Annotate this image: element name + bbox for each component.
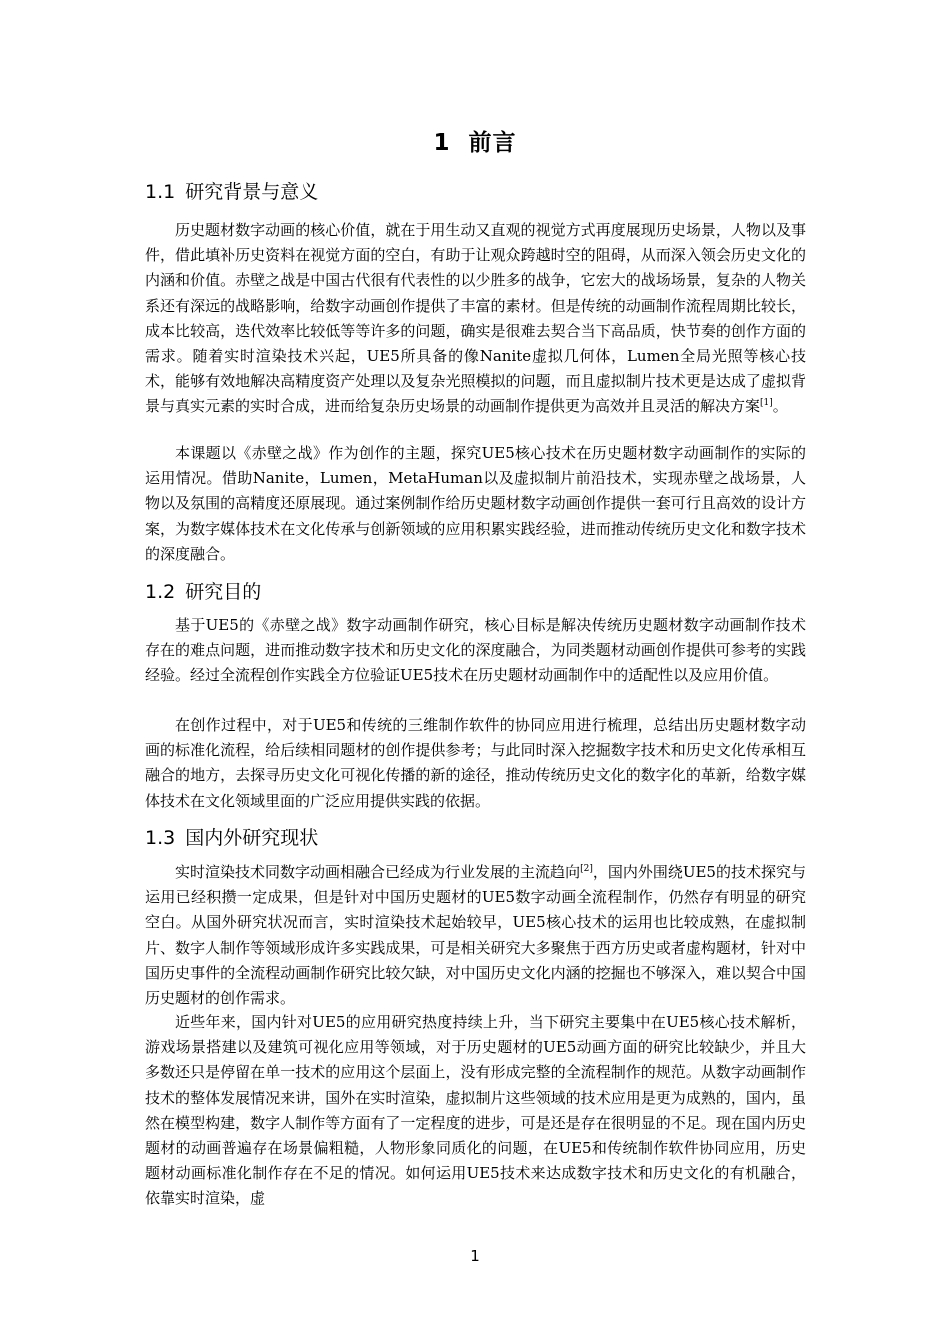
paragraph xyxy=(145,441,806,567)
section-heading: 国内外研究现状 xyxy=(185,827,319,849)
paragraph-text: 在创作过程中，对于UE5和传统的三维制作软件的协同应用进行梳理，总结出历史题材数字动画的标准化流程，给后续相同题材的创作提供参考；与此同时深入挖掘数字技术和历史文化传承相互融合的地方，去探寻历史文化可视化传播的新的途径，推动传统历史文化的数字化的革新，给数字媒体技术在文化领域里面的广泛应用提供实践的依据。 xyxy=(145,716,806,810)
paragraph xyxy=(145,613,806,689)
section-number: 1.1 xyxy=(145,181,176,203)
paragraph-text: 近些年来，国内针对UE5的应用研究热度持续上升，当下研究主要集中在UE5核心技术解析，游戏场景搭建以及建筑可视化应用等领域，对于历史题材的UE5动画方面的研究比较缺少，并且大多数还只是停留在单一技术的应用这个层面上，没有形成完整的全流程制作的规范。从数字动画制作技术的整体发展情况来讲，国外在实时渲染，虚拟制片这些领域的技术应用是更为成熟的，国内，虽然在模型构建，数字人制作等方面有了一定程度的进步，可是还是存在很明显的不足。现在国内历史题材的动画普遍存在场景偏粗糙，人物形象同质化的问题，在UE5和传统制作软件协同应用，历史题材动画标准化制作存在不足的情况。如何运用UE5技术来达成数字技术和历史文化的有机融合，依靠实时渲染，虚 xyxy=(145,1013,806,1208)
paragraph xyxy=(145,860,806,1011)
paragraph xyxy=(145,1010,806,1212)
paragraph-text-end: 。 xyxy=(772,397,788,416)
paragraph-text: 实时渲染技术同数字动画相融合已经成为行业发展的主流趋向 xyxy=(175,863,581,881)
paragraph-text: 本课题以《赤壁之战》作为创作的主题，探究UE5核心技术在历史题材数字动画制作的实际的运用情况。借助Nanite，Lumen，MetaHuman以及虚拟制片前沿技术，实现赤壁之战场景，人物以及氛围的高精度还原展现。通过案例制作给历史题材数字动画创作提供一套可行且高效的设计方案，为数字媒体技术在文化传承与创新领域的应用积累实践经验，进而推动传统历史文化和数字技术的深度融合。 xyxy=(145,444,806,563)
section-title-1-1 xyxy=(145,177,805,204)
section-number: 1.3 xyxy=(145,827,176,849)
section-title-1-2 xyxy=(145,577,805,604)
chapter-title xyxy=(0,124,950,157)
section-number: 1.2 xyxy=(145,581,176,603)
section-title-1-3 xyxy=(145,823,805,850)
paragraph-text-end: ，国内外围绕UE5的技术探究与运用已经积攒一定成果，但是针对中国历史题材的UE5数字动画全流程制作，仍然存有明显的研究空白。从国外研究状况而言，实时渲染技术起始较早，UE5核心技术的运用也比较成熟，在虚拟制片、数字人制作等领域形成许多实践成果，可是相关研究大多聚焦于西方历史或者虚构题材，针对中国历史事件的全流程动画制作研究比较欠缺，对中国历史文化内涵的挖掘也不够深入，难以契合中国历史题材的创作需求。 xyxy=(145,863,806,1008)
section-heading: 研究背景与意义 xyxy=(185,181,319,203)
citation-ref[interactable]: [1] xyxy=(760,398,773,409)
paragraph xyxy=(145,713,806,814)
paragraph-text: 基于UE5的《赤壁之战》数字动画制作研究，核心目标是解决传统历史题材数字动画制作技术存在的难点问题，进而推动数字技术和历史文化的深度融合，为同类题材动画创作提供可参考的实践经验。经过全流程创作实践全方位验证UE5技术在历史题材动画制作中的适配性以及应用价值。 xyxy=(145,616,806,685)
chapter-heading: 前言 xyxy=(468,130,517,156)
chapter-number: 1 xyxy=(433,130,451,156)
citation-ref[interactable]: [2] xyxy=(580,864,593,874)
page-number: 1 xyxy=(470,1247,480,1265)
paragraph-text: 历史题材数字动画的核心价值，就在于用生动又直观的视觉方式再度展现历史场景，人物以及事件，借此填补历史资料在视觉方面的空白，有助于让观众跨越时空的阻碍，从而深入领会历史文化的内涵和价值。赤壁之战是中国古代很有代表性的以少胜多的战争，它宏大的战场场景，复杂的人物关系还有深远的战略影响，给数字动画创作提供了丰富的素材。但是传统的动画制作流程周期比较长，成本比较高，迭代效率比较低等等许多的问题，确实是很难去契合当下高品质，快节奏的创作方面的需求。随着实时渲染技术兴起，UE5所具备的像Nanite虚拟几何体，Lumen全局光照等核心技术，能够有效地解决高精度资产处理以及复杂光照模拟的问题，而且虚拟制片技术更是达成了虚拟背景与真实元素的实时合成，进而给复杂历史场景的动画制作提供更为高效并且灵活的解决方案 xyxy=(145,221,806,416)
paragraph xyxy=(145,218,806,420)
section-heading: 研究目的 xyxy=(185,581,262,603)
